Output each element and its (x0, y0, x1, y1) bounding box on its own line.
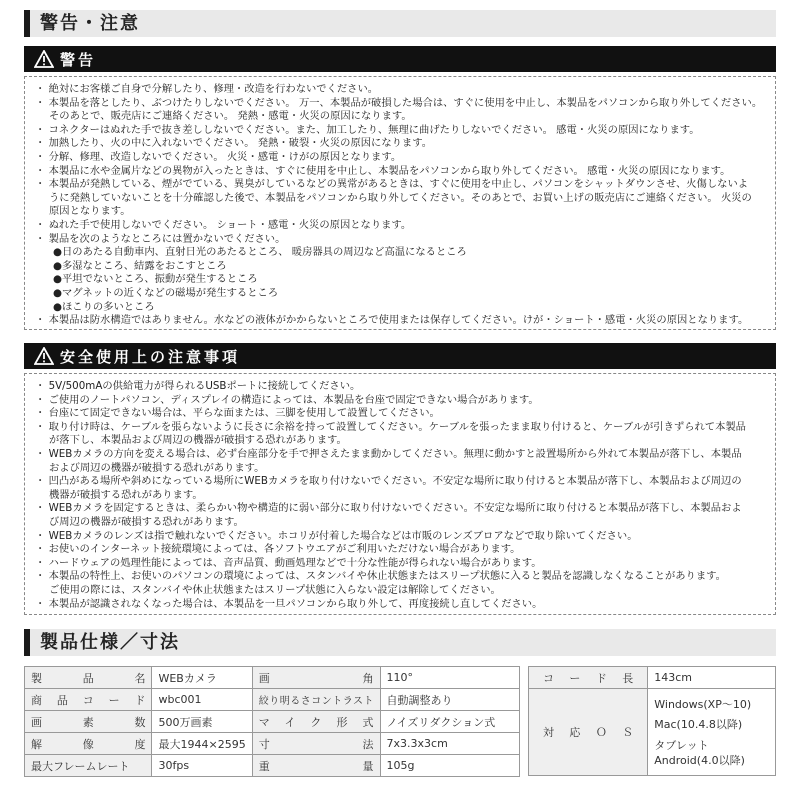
spec-os-values (648, 689, 776, 776)
safety-header-label: 安全使用上の注意事項 (60, 347, 241, 366)
spec-value: 7x3.3x3cm (380, 733, 519, 755)
spec-os-value: Android(4.0以降) (654, 754, 745, 767)
spec-value: 110° (380, 667, 519, 689)
list-item: ・ 本製品が認識されなくなった場合は、本製品を一旦パソコンから取り外して、再度接続し直してください。 (35, 597, 543, 610)
warning-triangle-icon (34, 347, 54, 365)
spec-value: 143cm (648, 667, 776, 689)
list-item: ・ 加熱したり、火の中に入れないでください。 発熱・破裂・火災の原因になります。 (35, 137, 433, 150)
section-title-warning (24, 10, 776, 37)
warning-header-label: 警告 (60, 50, 97, 69)
list-item: ・ 凹凸がある場所や斜めになっている場所にWEBカメラを取り付けないでください。不安定な場所に取り付けると本製品が落下し、本製品および周辺の (35, 475, 742, 488)
spec-label: 製品名 (25, 667, 152, 689)
list-item: ・ ご使用のノートパソコン、ディスプレイの構造によっては、本製品を台座で固定できない場合があります。 (35, 393, 539, 406)
spec-value: 自動調整あり (380, 689, 519, 711)
list-item: ・ 台座にて固定できない場合は、平らな面または、三脚を使用して設置してください。 (35, 407, 440, 420)
table-row (529, 667, 776, 689)
list-item: ・ ハードウェアの処理性能によっては、音声品質、動画処理などで十分な性能が得られない場合があります。 (35, 556, 542, 569)
warning-list (24, 76, 776, 330)
spec-label: 重量 (252, 755, 380, 777)
spec-os-value: タブレット (654, 739, 709, 752)
spec-value: 105g (380, 755, 519, 777)
warning-triangle-icon (34, 50, 54, 68)
table-row (25, 689, 520, 711)
list-item: ・ 本製品を落としたり、ぶつけたりしないでください。 万一、本製品が破損した場合は、すぐに使用を中止し、本製品をパソコンから取り外してください。 (35, 96, 763, 109)
spec-label: 画素数 (25, 711, 152, 733)
spec-label: 商品コード (25, 689, 152, 711)
section-title-warning-text: 警告・注意 (40, 13, 140, 34)
table-row (25, 667, 520, 689)
list-item: ・ 本製品に水や金属片などの異物が入ったときは、すぐに使用を中止し、本製品をパソコンから取り外してください。 感電・火災の原因になります。 (35, 164, 731, 177)
list-item: ・ 本製品は防水構造ではありません。水などの液体がかからないところで使用または保存してください。けが・ショート・感電・火災の原因となります。 (35, 314, 749, 327)
spec-os-value: Windows(XP～10) (654, 698, 752, 711)
table-row (25, 755, 520, 777)
list-item: ・ 分解、修理、改造しないでください。 火災・感電・けがの原因となります。 (35, 150, 402, 163)
spec-label: コード長 (529, 667, 648, 689)
spec-label: 画角 (252, 667, 380, 689)
list-item: 機器が破損する恐れがあります。 (49, 488, 203, 501)
list-item: ・ コネクターはぬれた手で抜き差ししないでください。また、加工したり、無理に曲げたりしないでください。 感電・火災の原因になります。 (35, 123, 700, 136)
list-item: うに発熱していないことを十分確認した後で、本製品をパソコンから取り外してください。そのあとで、お買い上げの販売店にご連絡ください。 火災の (49, 191, 752, 204)
section-title-spec-text: 製品仕様／寸法 (40, 632, 180, 653)
list-item: ●多湿なところ、結露をおこすところ (53, 259, 227, 272)
list-item: ●平坦でないところ、振動が発生するところ (53, 273, 258, 286)
list-item: び周辺の機器が破損する恐れがあります。 (49, 515, 244, 528)
table-row (529, 689, 776, 776)
list-item: ●ほこりの多いところ (53, 300, 155, 313)
table-row (25, 711, 520, 733)
list-item: が落下し、本製品および周辺の機器が破損する恐れがあります。 (49, 434, 347, 447)
spec-table-left (24, 666, 520, 777)
table-row (25, 733, 520, 755)
spec-os-value: Mac(10.4.8以降) (654, 718, 743, 731)
spec-label: 寸法 (252, 733, 380, 755)
list-item: ・ お使いのインターネット接続環境によっては、各ソフトウエアがご利用いただけない場合があります。 (35, 543, 521, 556)
section-title-spec (24, 629, 776, 656)
spec-value: 最大1944×2595 (152, 733, 252, 755)
spec-label: マイク形式 (252, 711, 380, 733)
list-item: ・ 絶対にお客様ご自身で分解したり、修理・改造を行わないでください。 (35, 83, 379, 95)
list-item: ・ 本製品の特性上、お使いのパソコンの環境によっては、スタンバイや休止状態またはスリープ状態に入ると製品を認識しなくなることがあります。 (35, 570, 726, 583)
spec-table-right (528, 666, 776, 776)
spec-value: ノイズリダクション式 (380, 711, 519, 733)
spec-value: 30fps (152, 755, 252, 777)
list-item: ・ ぬれた手で使用しないでください。 ショート・感電・火災の原因となります。 (35, 218, 412, 231)
list-item: ・ WEBカメラの方向を変える場合は、必ず台座部分を手で押さえたまま動かしてください。無理に動かすと設置場所から外れて本製品が落下し、本製品 (35, 447, 742, 460)
safety-list (24, 373, 776, 615)
spec-value: WEBカメラ (152, 667, 252, 689)
list-item: ●日のあたる自動車内、直射日光のあたるところ、 暖房器具の周辺など高温になるところ (53, 246, 467, 259)
spec-label: 絞り明るさコントラスト (252, 689, 380, 711)
list-item: および周辺の機器が破損する恐れがあります。 (49, 461, 265, 474)
list-item: ・ 製品を次のようなところには置かないでください。 (35, 232, 286, 245)
spec-value: wbc001 (152, 689, 252, 711)
list-item: 原因となります。 (49, 205, 131, 218)
spec-label: 対応ＯＳ (529, 689, 648, 776)
spec-value: 500万画素 (152, 711, 252, 733)
spec-label: 最大フレームレート (25, 755, 152, 777)
list-item: ご使用の際には、スタンバイや休止状態またはスリープ状態に入らない設定は解除してください。 (49, 583, 501, 596)
list-item: ・ WEBカメラのレンズは指で触れないでください。ホコリが付着した場合などは市販のレンズブロアなどで取り除いてください。 (35, 529, 638, 542)
safety-header-bar (24, 343, 776, 369)
list-item: ・ 取り付け時は、ケーブルを張らないように長さに余裕を持って設置してください。ケーブルを張ったまま取り付けると、ケーブルが引きずられて本製品 (35, 420, 746, 433)
list-item: そのあとで、販売店にご連絡ください。 発熱・感電・火災の原因になります。 (49, 110, 412, 123)
list-item: ●マグネットの近くなどの磁場が発生するところ (53, 286, 279, 299)
list-item: ・ 本製品が発熱している、煙がでている、異臭がしているなどの異常があるときは、すぐに使用を中止し、パソコンをシャットダウンさせ、火傷しないよ (35, 178, 749, 191)
spec-label: 解像度 (25, 733, 152, 755)
warning-header-bar (24, 46, 776, 72)
list-item: ・ WEBカメラを固定するときは、柔らかい物や構造的に弱い部分に取り付けないでください。不安定な場所に取り付けると本製品が落下し、本製品およ (35, 502, 742, 515)
list-item: ・ 5V/500mAの供給電力が得られるUSBポートに接続してください。 (35, 380, 361, 392)
